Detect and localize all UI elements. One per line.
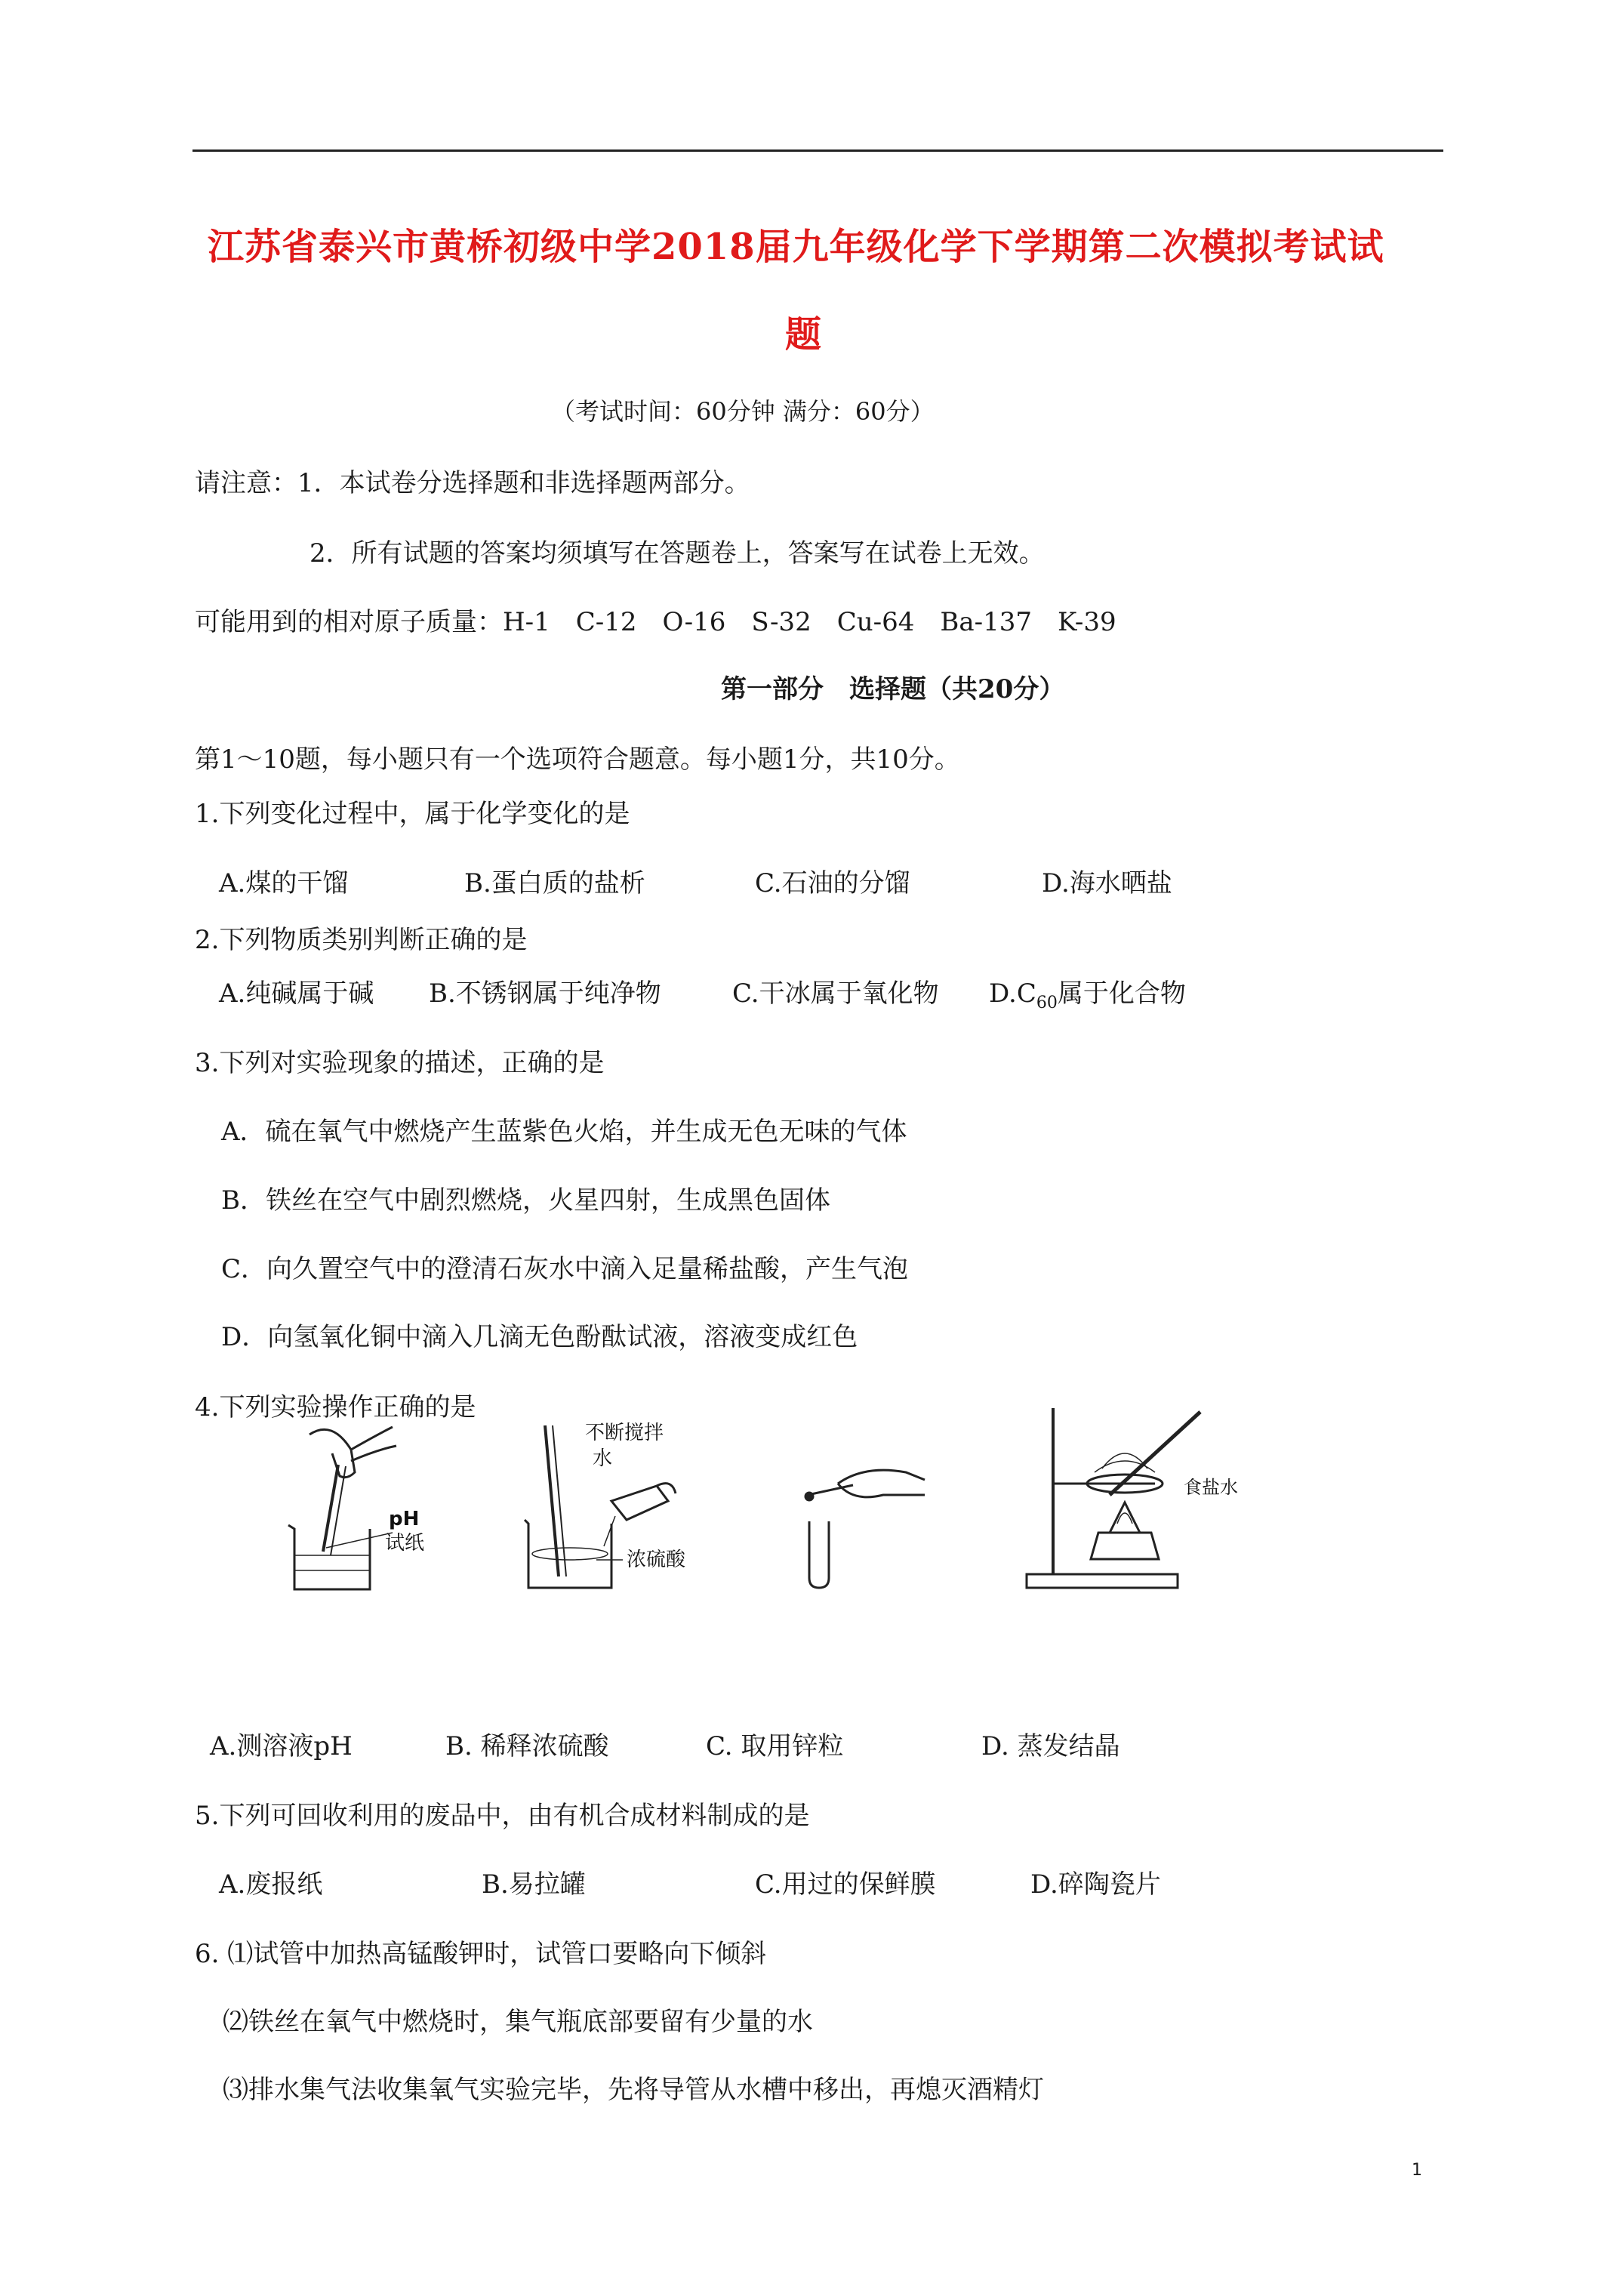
- question-4-stem: 4.下列实验操作正确的是: [195, 1392, 476, 1422]
- q1-option-c: C.石油的分馏: [755, 868, 910, 898]
- exam-title-line1: 江苏省泰兴市黄桥初级中学2018届九年级化学下学期第二次模拟考试试: [208, 226, 1384, 268]
- pouring-bottle: [611, 1486, 668, 1520]
- beaker-b: [525, 1520, 611, 1588]
- exam-info: （考试时间：60分钟 满分：60分）: [551, 397, 935, 426]
- q2-option-b: B.不锈钢属于纯净物: [429, 978, 661, 1009]
- question-2-stem: 2.下列物质类别判断正确的是: [195, 925, 528, 955]
- q2-option-d-suffix: 属于化合物: [1057, 978, 1186, 1009]
- section-instruction: 第1～10题，每小题只有一个选项符合题意。每小题1分，共10分。: [195, 744, 960, 775]
- salt-water-label: 食盐水: [1184, 1477, 1238, 1498]
- alcohol-lamp: [1091, 1533, 1159, 1559]
- question-1-stem: 1.下列变化过程中，属于化学变化的是: [195, 799, 630, 829]
- q5-option-d: D.碎陶瓷片: [1030, 1869, 1161, 1900]
- q1-option-a: A.煤的干馏: [219, 868, 349, 898]
- q2-option-d-subscript: 60: [1036, 993, 1058, 1012]
- section-heading: 第一部分 选择题（共20分）: [721, 674, 1065, 704]
- q1-option-d: D.海水晒盐: [1042, 868, 1172, 898]
- exam-title-line2: 题: [785, 313, 823, 356]
- question-5-stem: 5.下列可回收利用的废品中，由有机合成材料制成的是: [195, 1801, 810, 1831]
- note-1: 请注意：1．本试卷分选择题和非选择题两部分。: [195, 468, 750, 498]
- q2-option-a: A.纯碱属于碱: [219, 978, 374, 1009]
- q5-option-b: B.易拉罐: [482, 1869, 586, 1900]
- q4-option-b: B. 稀释浓硫酸: [445, 1731, 609, 1761]
- acid-label: 浓硫酸: [627, 1549, 686, 1571]
- q5-option-a: A.废报纸: [219, 1869, 323, 1900]
- q2-option-c: C.干冰属于氧化物: [732, 978, 939, 1009]
- question-6-item-2: ⑵铁丝在氧气中燃烧时，集气瓶底部要留有少量的水: [223, 2007, 813, 2037]
- evaporation-illustration: [1019, 1397, 1261, 1601]
- stir-label: 不断搅拌: [585, 1422, 664, 1444]
- test-tube-c: [809, 1521, 829, 1588]
- q4-option-a: A.测溶液pH: [210, 1731, 353, 1761]
- hand-outline-a: [310, 1429, 355, 1477]
- question-3-stem: 3.下列对实验现象的描述，正确的是: [195, 1048, 605, 1078]
- question-6-item-3: ⑶排水集气法收集氧气实验完毕，先将导管从水槽中移出，再熄灭酒精灯: [223, 2075, 1044, 2105]
- q4-option-d: D. 蒸发结晶: [981, 1731, 1120, 1761]
- page-number: 1: [1412, 2161, 1422, 2180]
- q2-option-d-prefix: D.C: [989, 978, 1036, 1009]
- q4-option-c: C. 取用锌粒: [706, 1731, 844, 1761]
- q2-option-d: [989, 972, 1186, 1012]
- question-6-item-1: 6. ⑴试管中加热高锰酸钾时，试管口要略向下倾斜: [195, 1939, 767, 1969]
- q3-option-b: B．铁丝在空气中剧烈燃烧，火星四射，生成黑色固体: [221, 1185, 830, 1216]
- q3-option-a: A．硫在氧气中燃烧产生蓝紫色火焰，并生成无色无味的气体: [221, 1117, 907, 1147]
- q3-option-c: C．向久置空气中的澄清石灰水中滴入足量稀盐酸，产生气泡: [221, 1254, 909, 1284]
- note-2: 2．所有试题的答案均须填写在答题卷上，答案写在试卷上无效。: [310, 538, 1045, 569]
- water-label: 水: [593, 1447, 613, 1470]
- test-paper-label: 试纸: [385, 1532, 425, 1555]
- ph-label: pH: [389, 1508, 420, 1530]
- q5-option-c: C.用过的保鲜膜: [755, 1869, 936, 1900]
- glass-rod: [545, 1425, 559, 1576]
- q1-option-b: B.蛋白质的盐析: [464, 868, 645, 898]
- atomic-masses: 可能用到的相对原子质量：H-1 C-12 O-16 S-32 Cu-64 Ba-137 K-39: [195, 607, 1116, 637]
- zinc-granule-illustration: [793, 1461, 929, 1589]
- beaker-a: [288, 1525, 370, 1589]
- dilution-illustration: [513, 1418, 710, 1599]
- stand-base: [1027, 1574, 1178, 1588]
- ph-test-illustration: [279, 1419, 453, 1597]
- hand-outline-c: [838, 1470, 925, 1484]
- header-rule: [192, 149, 1443, 152]
- q3-option-d: D．向氢氧化铜中滴入几滴无色酚酞试液，溶液变成红色: [221, 1322, 858, 1352]
